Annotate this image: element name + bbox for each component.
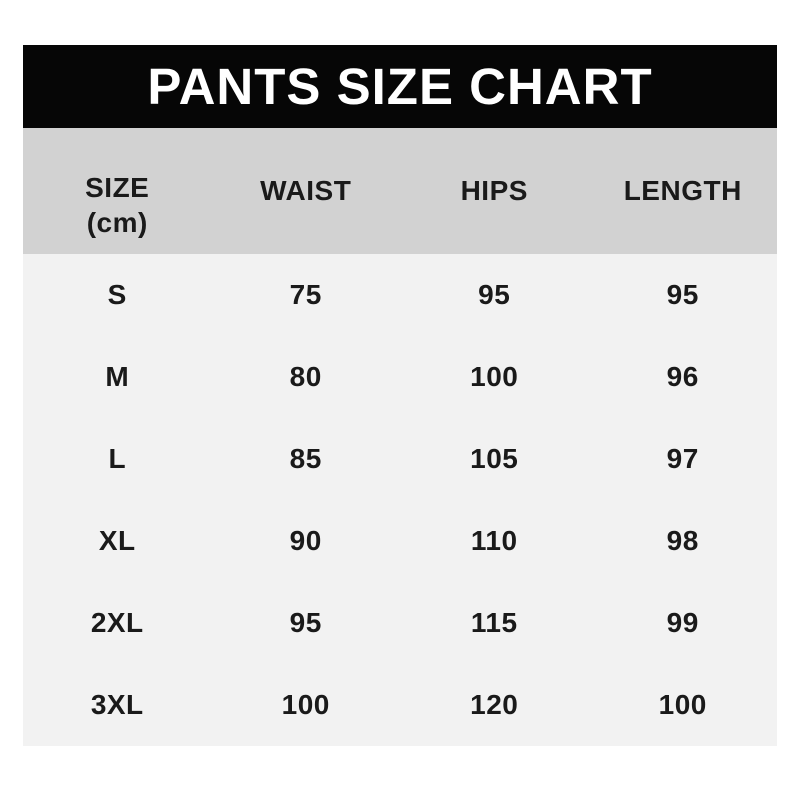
size-label: 2XL (90, 607, 144, 638)
size-chart (23, 45, 777, 746)
hips-value: 105 (470, 443, 519, 474)
hips-value: 100 (470, 361, 519, 392)
table-row-m (23, 336, 777, 418)
size-label: 3XL (90, 689, 144, 720)
table-row-l (23, 418, 777, 500)
table-header-row (23, 128, 777, 254)
size-label: L (108, 443, 127, 474)
length-value: 96 (666, 361, 699, 392)
title-bar (23, 45, 777, 128)
table-row-3xl (23, 664, 777, 746)
column-header-waist: WAIST (260, 175, 352, 206)
table-body (23, 254, 777, 746)
size-label: XL (98, 525, 136, 556)
column-header-size-unit: (cm) (86, 207, 148, 238)
length-value: 98 (666, 525, 699, 556)
table-row-2xl (23, 582, 777, 664)
table-row-s (23, 254, 777, 336)
column-header-size-label: SIZE (85, 172, 150, 203)
waist-value: 80 (289, 361, 322, 392)
hips-value: 115 (470, 607, 518, 638)
waist-value: 75 (289, 279, 322, 310)
hips-value: 120 (470, 689, 519, 720)
size-label: M (105, 361, 130, 392)
hips-value: 110 (470, 525, 518, 556)
table-row-xl (23, 500, 777, 582)
length-value: 97 (666, 443, 699, 474)
waist-value: 85 (289, 443, 322, 474)
length-value: 99 (666, 607, 699, 638)
column-header-hips: HIPS (460, 175, 528, 206)
page-title: PANTS SIZE CHART (147, 58, 653, 115)
length-value: 95 (666, 279, 699, 310)
column-header-size (23, 170, 212, 240)
hips-value: 95 (478, 279, 511, 310)
waist-value: 90 (289, 525, 322, 556)
length-value: 100 (658, 689, 707, 720)
size-label: S (107, 279, 127, 310)
waist-value: 100 (281, 689, 330, 720)
waist-value: 95 (289, 607, 322, 638)
column-header-length: LENGTH (623, 175, 742, 206)
